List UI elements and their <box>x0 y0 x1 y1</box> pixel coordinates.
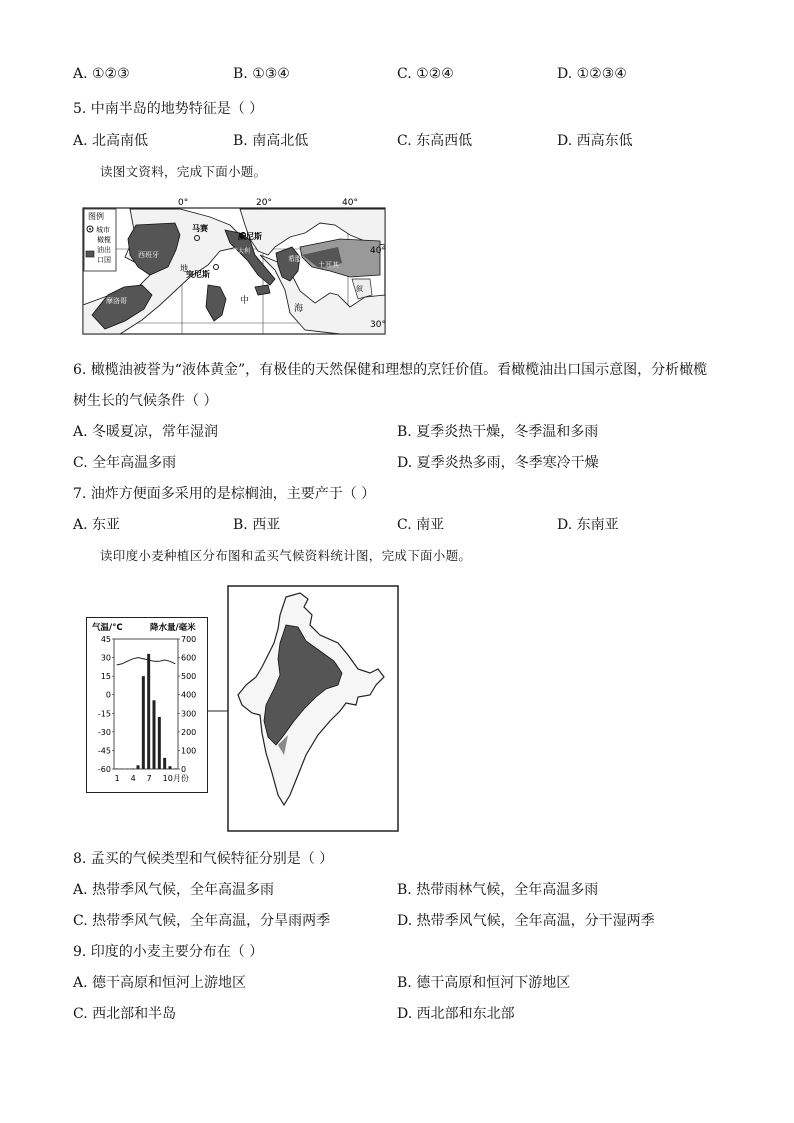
precip-bar <box>115 768 118 769</box>
legend-city-label: 城市 <box>96 226 110 234</box>
mumbai-climate-chart <box>86 617 208 793</box>
q4-option-a: A. ①②③ <box>73 66 130 82</box>
q9-option-d: D. 西北部和东北部 <box>397 1006 515 1022</box>
q6-option-b: B. 夏季炎热干燥，冬季温和多雨 <box>397 424 599 440</box>
q5-option-b: B. 南高北低 <box>233 133 309 149</box>
right-tick-label: 200 <box>181 727 197 737</box>
q6-option-a: A. 冬暖夏凉，常年湿润 <box>73 424 219 440</box>
precip-bar <box>137 765 140 769</box>
intro-india: 读印度小麦种植区分布图和孟买气候资料统计图，完成下面小题。 <box>100 548 472 563</box>
precip-bar <box>158 717 161 769</box>
q4-option-c: C. ①②④ <box>397 66 454 82</box>
place-zhong: 中 <box>240 296 250 306</box>
legend-olive-line1: 橄榄 <box>97 236 111 244</box>
olive-oil-export-map <box>80 195 390 337</box>
q9-option-a: A. 德干高原和恒河上游地区 <box>73 975 247 991</box>
lon-label-0: 0° <box>178 198 189 208</box>
q8-option-d: D. 热带季风气候，全年高温，分干湿两季 <box>397 913 655 929</box>
place-morocco: 摩洛哥 <box>106 297 127 305</box>
legend-title: 图例 <box>88 212 104 221</box>
q9-stem: 9. 印度的小麦主要分布在（ ） <box>73 944 264 960</box>
q6-option-d: D. 夏季炎热多雨，冬季寒冷干燥 <box>397 455 599 471</box>
india-wheat-map <box>208 585 400 833</box>
lon-label-40: 40° <box>342 198 358 208</box>
place-tunis: 突尼斯 <box>186 270 210 279</box>
precip-bar <box>174 768 177 769</box>
place-hai: 海 <box>294 304 304 314</box>
q7-option-b: B. 西亚 <box>233 517 281 533</box>
place-spain: 西班牙 <box>138 251 159 259</box>
q6-stem-line1: 6. 橄榄油被誉为“液体黄金”，有极佳的天然保健和理想的烹饪价值。看橄榄油出口国示意图，分析橄榄 <box>73 362 708 378</box>
right-tick-label: 500 <box>181 672 197 682</box>
q7-option-c: C. 南亚 <box>397 517 445 533</box>
left-tick-label: -15 <box>97 709 111 719</box>
place-marseille: 马赛 <box>192 224 208 233</box>
place-greece: 希腊 <box>288 255 302 263</box>
precip-bar <box>169 766 172 769</box>
precip-bar <box>142 676 145 769</box>
q5-option-c: C. 东高西低 <box>397 133 473 149</box>
place-turkey: 土耳其 <box>318 261 339 269</box>
q4-option-d: D. ①②③④ <box>557 66 627 82</box>
lat-label-40: 40° <box>370 246 386 256</box>
chart-left-axis-label: 气温/°C <box>92 623 123 633</box>
precip-bar <box>153 700 156 769</box>
q4-option-b: B. ①③④ <box>233 66 290 82</box>
right-tick-label: 700 <box>181 635 197 644</box>
lon-label-20: 20° <box>256 198 272 208</box>
legend-olive-line3: 口国 <box>97 256 111 264</box>
q6-stem-line2: 树生长的气候条件（ ） <box>73 393 218 409</box>
x-tick-label: 1 <box>114 774 120 783</box>
x-tick-label: 10月份 <box>162 774 189 783</box>
chart-right-axis-label: 降水量/毫米 <box>150 623 196 633</box>
place-syria: 叙 <box>356 285 363 293</box>
q8-option-a: A. 热带季风气候，全年高温多雨 <box>73 882 275 898</box>
precip-bar <box>131 768 134 769</box>
precip-bar <box>163 758 166 769</box>
q5-stem: 5. 中南半岛的地势特征是（ ） <box>73 101 264 117</box>
intro-olive: 读图文资料，完成下面小题。 <box>100 164 267 179</box>
q8-option-b: B. 热带雨林气候，全年高温多雨 <box>397 882 599 898</box>
q7-stem: 7. 油炸方便面多采用的是棕榈油，主要产于（ ） <box>73 486 376 502</box>
place-italy: 意大利 <box>232 248 251 255</box>
left-tick-label: 0 <box>105 690 111 700</box>
left-tick-label: 15 <box>100 672 111 682</box>
x-tick-label: 7 <box>146 774 152 783</box>
right-tick-label: 400 <box>181 690 197 700</box>
q5-option-a: A. 北高南低 <box>73 133 149 149</box>
right-tick-label: 0 <box>181 765 187 774</box>
place-venice: 威尼斯 <box>238 232 262 241</box>
legend-olive-line2: 油出 <box>97 246 111 254</box>
precip-bar <box>147 654 150 769</box>
q6-option-c: C. 全年高温多雨 <box>73 455 177 471</box>
q8-option-c: C. 热带季风气候，全年高温，分旱雨两季 <box>73 913 331 929</box>
place-di: 地 <box>180 264 188 273</box>
right-tick-label: 100 <box>181 746 197 756</box>
q5-option-d: D. 西高东低 <box>557 133 633 149</box>
left-tick-label: 45 <box>100 635 111 644</box>
left-tick-label: -60 <box>97 765 111 774</box>
lat-label-30: 30° <box>370 320 386 330</box>
left-tick-label: -45 <box>97 746 111 756</box>
q9-option-b: B. 德干高原和恒河下游地区 <box>397 975 571 991</box>
q7-option-d: D. 东南亚 <box>557 517 619 533</box>
x-tick-label: 4 <box>130 774 136 783</box>
left-tick-label: 30 <box>100 653 111 663</box>
q7-option-a: A. 东亚 <box>73 517 121 533</box>
q8-stem: 8. 孟买的气候类型和气候特征分别是（ ） <box>73 851 334 867</box>
right-tick-label: 300 <box>181 709 197 719</box>
q9-option-c: C. 西北部和半岛 <box>73 1006 177 1022</box>
left-tick-label: -30 <box>97 727 111 737</box>
right-tick-label: 600 <box>181 653 197 663</box>
